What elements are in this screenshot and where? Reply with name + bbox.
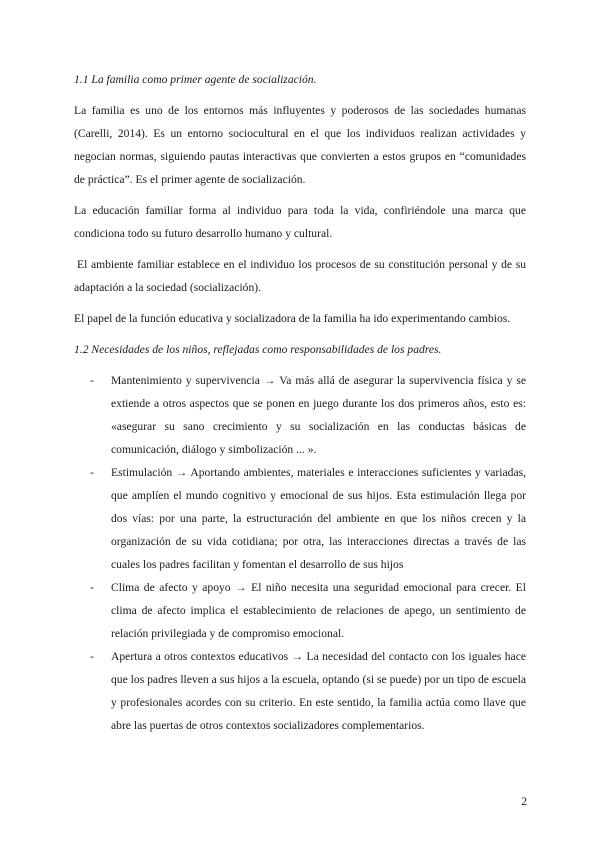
page-number: 2 <box>521 795 527 808</box>
list-item-text: Mantenimiento y supervivencia → Va más allá de asegurar la supervivencia física y se extiende a otros aspectos que se ponen en juego durante los dos primeros años, esto es: «asegurar su sano crecimiento y su socialización en las conductas básicas de comunicación, diálogo y simbolización ... ». <box>111 374 526 456</box>
paragraph-family-ambient: El ambiente familiar establece en el individuo los procesos de su constitución personal y de su adaptación a la sociedad (socialización). <box>74 258 526 294</box>
page-content <box>74 68 526 737</box>
needs-list <box>74 369 526 737</box>
list-item-affection <box>74 576 526 645</box>
bullet-dash: - <box>90 466 94 479</box>
paragraph-family-environment: La familia es uno de los entornos más influyentes y poderosos de las sociedades humanas (Carelli, 2014). Es un entorno sociocultural en el que los individuos realizan actividades y negocian normas, siguiendo pautas interactivas que convierten a estos grupos en “comunidades de práctica”. Es el primer agente de socialización. <box>74 104 526 186</box>
list-item-stimulation <box>74 461 526 576</box>
bullet-dash: - <box>90 581 94 594</box>
list-item-text: Estimulación → Aportando ambientes, materiales e interacciones suficientes y variadas, que amplíen el mundo cognitivo y emocional de sus hijos. Esta estimulación llega por dos vías: por una parte, la estructuración del ambiente en que los niños crecen y la organización de su vida cotidiana; por otra, las interacciones directas a través de las cuales los padres facilitan y fomentan el desarrollo de sus hijos <box>111 466 526 571</box>
bullet-dash: - <box>90 650 94 663</box>
list-item-text: Apertura a otros contextos educativos → La necesidad del contacto con los iguales hace que los padres lleven a sus hijos a la escuela, optando (si se puede) por un tipo de escuela y profesionales acordes con su criterio. En este sentido, la familia actúa como llave que abre las puertas de otros contextos socializadores complementarios. <box>111 650 526 732</box>
list-item-openness <box>74 645 526 737</box>
bullet-dash: - <box>90 374 94 387</box>
paragraph-educational-role: El papel de la función educativa y socializadora de la familia ha ido experimentando cambios. <box>74 312 511 325</box>
paragraph-family-education: La educación familiar forma al individuo para toda la vida, confiriéndole una marca que condiciona todo su futuro desarrollo humano y cultural. <box>74 204 526 240</box>
list-item-maintenance <box>74 369 526 461</box>
list-item-text: Clima de afecto y apoyo → El niño necesita una seguridad emocional para crecer. El clima de afecto implica el establecimiento de relaciones de apego, un sentimiento de relación privilegiada y de compromiso emocional. <box>111 581 526 640</box>
section-heading-1-1: 1.1 La familia como primer agente de socialización. <box>74 73 317 86</box>
section-heading-1-2: 1.2 Necesidades de los niños, reflejadas como responsabilidades de los padres. <box>74 343 442 356</box>
